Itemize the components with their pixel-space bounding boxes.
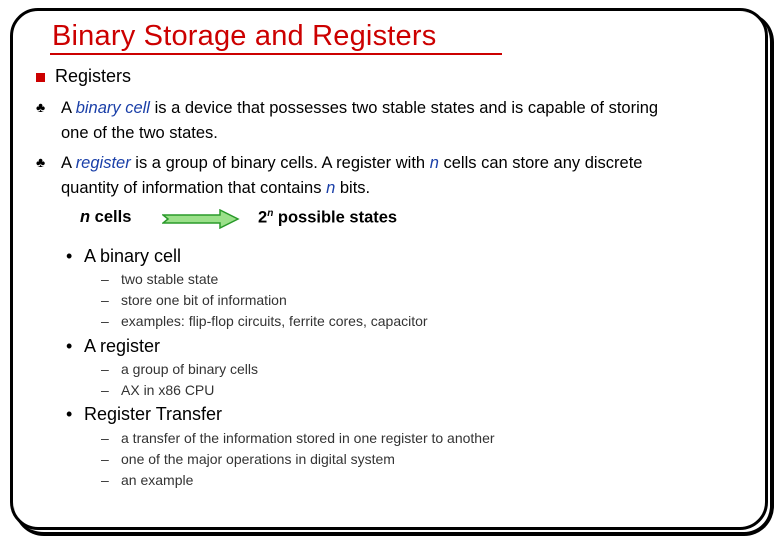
paragraph-text: bits. xyxy=(335,179,371,197)
paragraph-text: A xyxy=(61,154,76,172)
slide-title: Binary Storage and Registers xyxy=(52,20,437,52)
var-n: n xyxy=(80,208,91,226)
bullet-register xyxy=(66,336,160,357)
paragraph-text: A xyxy=(61,99,76,117)
bullet-binary-cell xyxy=(66,246,181,267)
dash-icon: – xyxy=(101,292,109,308)
section-heading-label: Registers xyxy=(55,66,132,86)
dash-icon: – xyxy=(101,313,109,329)
sub-item-text: a group of binary cells xyxy=(121,361,258,377)
sub-item-text: one of the major operations in digital system xyxy=(121,451,395,467)
bullet-dot-icon: • xyxy=(66,404,73,424)
paragraph-binary-cell xyxy=(61,96,751,146)
club-bullet-icon: ♣ xyxy=(36,99,46,115)
arrow-shape xyxy=(163,210,238,228)
cells-text: cells xyxy=(90,208,132,226)
dash-icon: – xyxy=(101,451,109,467)
possible-states-label xyxy=(258,208,397,228)
bullet-label: Register Transfer xyxy=(84,404,223,424)
dash-icon: – xyxy=(101,382,109,398)
paragraph-text: is a device that possesses two stable states and is capable of storing xyxy=(149,99,659,117)
sub-list-register xyxy=(101,359,258,401)
term-register: register xyxy=(75,154,131,172)
paragraph-text: is a group of binary cells. A register with xyxy=(130,154,430,172)
base-two: 2 xyxy=(258,208,268,227)
var-n: n xyxy=(429,154,439,172)
var-n: n xyxy=(326,179,336,197)
relation-row xyxy=(80,208,480,232)
sub-item xyxy=(101,290,428,311)
sub-item xyxy=(101,380,258,401)
bullet-register-transfer xyxy=(66,404,222,425)
sub-item-text: two stable state xyxy=(121,271,219,287)
dash-icon: – xyxy=(101,361,109,377)
sub-item-text: store one bit of information xyxy=(121,292,287,308)
sub-item-text: examples: flip-flop circuits, ferrite cores, capacitor xyxy=(121,313,428,329)
sub-item xyxy=(101,311,428,332)
paragraph-text: quantity of information that contains xyxy=(61,179,327,197)
states-text: possible states xyxy=(273,208,398,227)
sub-item-text: a transfer of the information stored in one register to another xyxy=(121,430,495,446)
bullet-label: A binary cell xyxy=(84,246,182,266)
sub-item xyxy=(101,359,258,380)
title-underline xyxy=(50,53,502,55)
arrow-right-icon xyxy=(162,209,240,229)
sub-item-text: an example xyxy=(121,472,194,488)
paragraph-text: cells can store any discrete xyxy=(438,154,643,172)
bullet-dot-icon: • xyxy=(66,246,73,266)
term-binary-cell: binary cell xyxy=(75,99,150,117)
paragraph-register xyxy=(61,151,751,201)
dash-icon: – xyxy=(101,472,109,488)
sub-list-register-transfer xyxy=(101,428,495,491)
sub-item xyxy=(101,470,495,491)
sub-item xyxy=(101,269,428,290)
sub-item xyxy=(101,449,495,470)
bullet-dot-icon: • xyxy=(66,336,73,356)
section-heading xyxy=(36,66,131,87)
sub-item xyxy=(101,428,495,449)
square-bullet-icon xyxy=(36,73,45,82)
exponent-n: n xyxy=(267,208,274,219)
club-bullet-icon: ♣ xyxy=(36,154,46,170)
paragraph-text: one of the two states. xyxy=(61,124,218,142)
n-cells-label xyxy=(80,208,131,227)
sub-item-text: AX in x86 CPU xyxy=(121,382,215,398)
dash-icon: – xyxy=(101,271,109,287)
bullet-label: A register xyxy=(84,336,161,356)
sub-list-binary-cell xyxy=(101,269,428,332)
dash-icon: – xyxy=(101,430,109,446)
